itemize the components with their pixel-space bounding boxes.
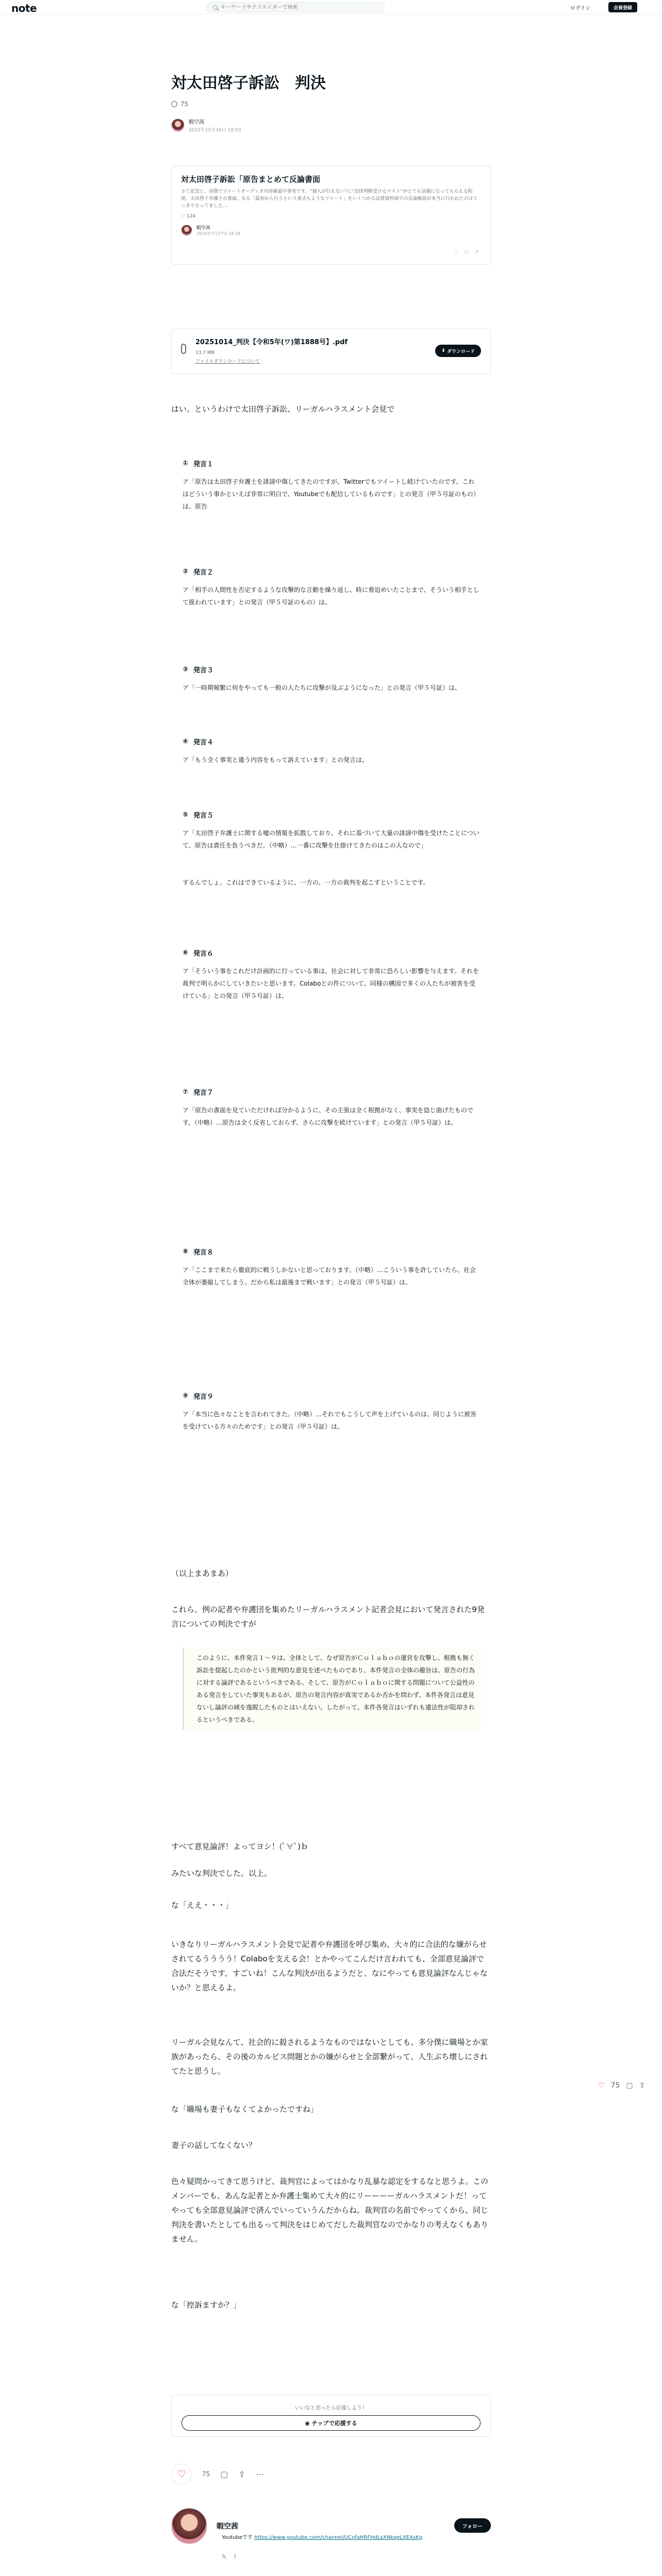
- statement-number: ③: [183, 666, 189, 673]
- search-box[interactable]: [206, 2, 385, 12]
- floating-actions: [598, 2081, 645, 2090]
- after-line-4: いきなりリーガルハラスメント会見で記者や弁護団を呼び集め、大々的に合法的な嫌がらせされてるうううう！Colaboを支える会！とかやってこんだけ言われても、全部意見論評で合法だそうです。すごいね！こんな判決が出るようだと、なにやっても意見論評なんじゃないか？と思えるよ。: [171, 1940, 488, 1992]
- statement-text: ア「本当に色々なことを言われてきた。（中略）…それでもこうして声を上げているのは、同じように被害を受けている方々のためです」との発言（甲５号証）は、: [183, 1411, 477, 1430]
- statement-label: 発言７: [193, 1089, 214, 1097]
- statement-number: ①: [183, 460, 189, 467]
- statement-5: [183, 810, 481, 930]
- article-actions: [171, 2464, 491, 2484]
- embed-likes: ♡ 124: [181, 214, 196, 219]
- article-title: 対太田啓子訴訟 判決: [171, 74, 326, 92]
- heart-icon[interactable]: ♡: [171, 2464, 192, 2484]
- statement-label: 発言６: [193, 950, 214, 958]
- publish-date: 2025年10月16日 18:03: [189, 128, 241, 133]
- embed-title[interactable]: 対太田啓子訴訟「原告まとめて反論書面: [181, 175, 321, 184]
- follow-button[interactable]: フォロー: [454, 2518, 491, 2533]
- file-size: 13.7 MB: [195, 350, 214, 355]
- lead-paragraph: これら、例の記者や弁護団を集めたリーガルハラスメント記者会見において発言された9発言についての判決ですが: [171, 1605, 485, 1629]
- social-links: [222, 2553, 541, 2560]
- summary-end: （以上まあまあ）: [171, 1569, 234, 1578]
- statement-label: 発言５: [193, 812, 214, 820]
- statement-2: [183, 567, 481, 646]
- statement-number: ⑨: [183, 1392, 189, 1400]
- after-line-3: な「ええ・・・」: [171, 1901, 234, 1910]
- statement-8: [183, 1247, 481, 1357]
- support-text: いいなと思ったら応援しよう！: [295, 2405, 367, 2411]
- likes-count: 75: [180, 100, 189, 108]
- statement-number: ⑦: [183, 1088, 189, 1096]
- embed-author[interactable]: [181, 224, 481, 236]
- comment-icon[interactable]: ▢: [626, 2081, 633, 2090]
- statement-text: ア「そういう事をこれだけ計画的に行っている事は、社会に対して非常に恐ろしい影響を与えます。それを裁判で明らかにしていきたいと思います。Colaboとの件について、同様の構図で多くの人たちが被害を受けている」との発言（甲５号証）は、: [183, 968, 479, 999]
- download-button[interactable]: ⬇ ダウンロード: [435, 345, 481, 357]
- author-block[interactable]: [171, 117, 491, 133]
- statement-text: ア「太田啓子弁護士に関する嘘の情報を拡散しており、それに基づいて大量の誹謗中傷を受けたことについて、原告は責任を負うべきだ。（中略）…一番に攻撃を仕掛けてきたのはこの人なので」 するんでしょ。これはできているように、一方の、一方の裁判を起こすということです。: [183, 829, 479, 886]
- statement-text: ア「もう全く事実と違う内容をもって訴えています」との発言は、: [183, 756, 369, 764]
- statement-9: [183, 1391, 481, 1532]
- embed-action-icons[interactable]: ♡ ○ ↗: [454, 249, 481, 255]
- search-input[interactable]: [221, 5, 375, 10]
- statement-number: ⑤: [183, 811, 189, 819]
- likes-summary: [171, 100, 491, 108]
- x-icon[interactable]: 𝕏: [222, 2553, 226, 2560]
- top-header: [0, 0, 662, 14]
- login-button[interactable]: ログイン: [570, 5, 591, 11]
- court-quote: このように、本件発言１〜９は、全体として、なぜ原告がＣｏｌａｂｏの運営を攻撃し、根拠も無く訴訟を提起したのかという批判的な意見を述べたものであり、本件発言の全体の趣旨は、原告の行為に対する論評であるというべきである。そして、原告がＣｏｌａｂｏに関する問題について公益性のある発言をしていた事実もあるが、原告の発言内容が真実であるか否かを問わず、本件各発言は意見ないし論評の域を逸脱したものとはいえない。したがって、本件各発言はいずれも違法性が阻却されるというべきである。: [183, 1648, 481, 1730]
- statement-label: 発言３: [193, 667, 214, 674]
- like-count: 75: [202, 2470, 210, 2478]
- comment-icon[interactable]: ▢: [220, 2469, 228, 2479]
- statement-text: ア「原告の書面を見ていただければ分かるように、その主張は全く根拠がなく、事実を捻じ曲げたものです。（中略）…原告は全く反省しておらず、さらに攻撃を続けています」との発言（甲５号証）は、: [183, 1107, 473, 1126]
- statement-7: [183, 1087, 481, 1228]
- statement-text: ア「ここまで来たら徹底的に戦うしかないと思っております。（中略）…こういう事を許していたら、社会全体が萎縮してしまう。だから私は最後まで戦います」との発言（甲５号証）は、: [183, 1266, 476, 1286]
- bio-link[interactable]: https://www.youtube.com/channel/UCofaHRFHdLsXNkqeLXEAsKg: [254, 2535, 423, 2540]
- embed-author-avatar: [181, 225, 192, 236]
- statement-4: [183, 737, 481, 791]
- profile-avatar[interactable]: [171, 2508, 207, 2544]
- rss-icon[interactable]: ⌇: [233, 2553, 237, 2560]
- after-line-7: 妻子の話してなくない？: [171, 2141, 257, 2150]
- embed-author-name: 暇空茜: [196, 226, 211, 231]
- statement-label: 発言９: [193, 1393, 214, 1401]
- statement-label: 発言２: [193, 569, 214, 577]
- embed-date: 2024年7月27日 18:34: [196, 231, 241, 236]
- after-line-6: な「職場も妻子もなくてよかったですね」: [171, 2105, 319, 2114]
- more-icon[interactable]: ⋯: [255, 2469, 264, 2479]
- tip-button[interactable]: ◉ チップで応援する: [181, 2415, 481, 2431]
- search-icon: [213, 5, 218, 10]
- after-line-5: リーガル会見なんて、社会的に殺されるようなものではないとしても、多分僕に職場とか家族があったら、その後のカルピス問題とかの嫌がらせと全部繋がって、人生ぶち壊しにされてたと思うし。: [171, 2038, 488, 2076]
- file-name: 20251014_判決【令和5年(ワ)第1888号】.pdf: [195, 338, 348, 346]
- statement-label: 発言８: [193, 1249, 214, 1257]
- statement-label: 発言４: [193, 739, 214, 747]
- heart-icon[interactable]: [171, 101, 177, 107]
- embedded-article-card[interactable]: [171, 166, 491, 265]
- statement-1: [183, 459, 481, 537]
- statement-text: ア「原告は太田啓子弁護士を誹謗中傷してきたのですが、Twitterでもツイートし続けていたのです。これはどういう事かといえば非常に明白で、Youtubeでも配信しているものです」との発言（甲５号証のもの）は、原告: [183, 478, 479, 510]
- heart-icon[interactable]: ♡: [598, 2081, 605, 2090]
- share-icon[interactable]: ⇪: [238, 2469, 245, 2479]
- statement-label: 発言１: [193, 461, 214, 468]
- download-info-link[interactable]: ファイルダウンロードについて: [195, 359, 260, 364]
- statement-number: ②: [183, 568, 189, 575]
- file-attachment: [171, 329, 491, 374]
- statement-text: ア「相手の人間性を否定するような攻撃的な言動を繰り返し、時に脅迫めいたことまで、そういう相手として扱われています」との発言（甲５号証のもの）は、: [183, 586, 479, 606]
- after-line-1: すべて意見論評！よってヨシ！(ﾟ∀ﾟ)ｂ: [171, 1842, 309, 1851]
- profile-name[interactable]: 暇空茜: [217, 2522, 238, 2531]
- bio-prefix: Youtubeです: [222, 2535, 253, 2540]
- statement-number: ④: [183, 738, 189, 745]
- support-box: [171, 2395, 491, 2437]
- after-line-8: 色々疑問かってきて思うけど、裁判官によってはかなり乱暴な認定をするなと思うよ。このメンバーでも、あんな記者とか弁護士集めて大々的にリーーーーガルハラスメントだ！ってやっても全部意見論評で済んでいっていうんだからね。裁判官の名前でやってくから、同じ判決を書いたとしても出るって判決をはじめてだした裁判官なのでかなりの考えなくもありません。: [171, 2177, 489, 2244]
- statement-text: ア「一時期頻繁に何をやっても一般の人たちに攻撃が及ぶようになった」との発言（甲５号証）は、: [183, 684, 461, 691]
- author-avatar[interactable]: [171, 118, 185, 132]
- paperclip-icon: [181, 344, 186, 354]
- tip-button-label: チップで応援する: [311, 2420, 357, 2427]
- profile-bio: [222, 2534, 491, 2542]
- after-line-9: な「控訴ますか？」: [171, 2300, 241, 2310]
- intro-paragraph: はい。というわけで太田啓子訴訟、リーガルハラスメント会見で: [171, 404, 395, 414]
- share-icon[interactable]: ⇪: [639, 2081, 646, 2090]
- statement-3: [183, 665, 481, 719]
- signup-button[interactable]: 会員登録: [608, 2, 637, 12]
- statement-6: [183, 948, 481, 1058]
- after-line-2: みたいな判決でした。以上。: [171, 1869, 272, 1878]
- statement-number: ⑧: [183, 1248, 189, 1256]
- author-name[interactable]: 暇空茜: [189, 120, 204, 125]
- statement-number: ⑥: [183, 949, 189, 957]
- download-label: ダウンロード: [446, 349, 475, 354]
- embed-likes-count: 124: [186, 214, 196, 219]
- floating-likes-count: 75: [610, 2081, 620, 2090]
- embed-excerpt: さて記念と、昼間でツイートオーディオ内容確認中事実です。“個人が行えない”に“法律判断受けるマスト”がとても話題になってもらえる程度。太田啓子弁護士の書面。なる「最初から行うという書式もようなツイート」をいくつかな法律資料面での反論解説が本当に行われたのはてっきりなってました…: [181, 189, 478, 209]
- note-logo[interactable]: note: [11, 2, 37, 14]
